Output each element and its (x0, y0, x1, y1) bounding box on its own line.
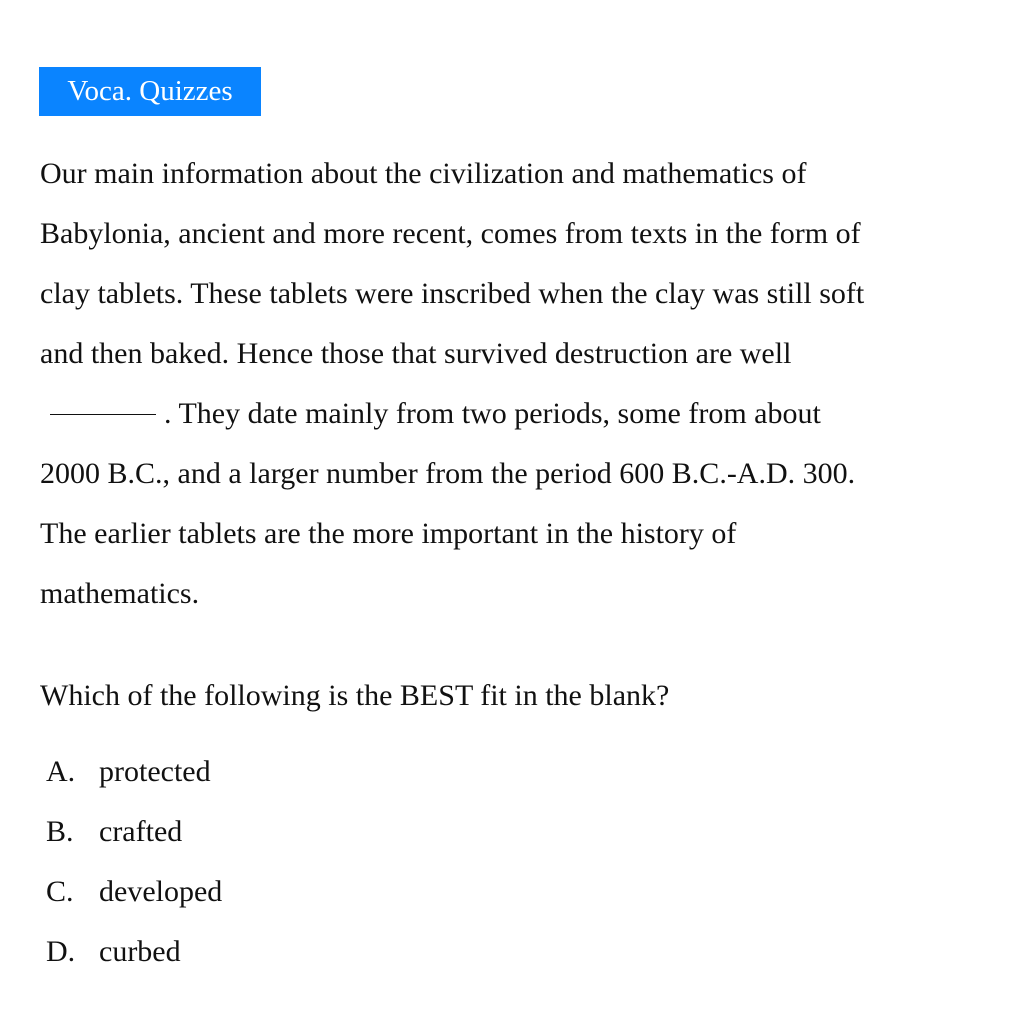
answer-options (46, 742, 222, 982)
question-prompt: Which of the following is the BEST fit in the blank? (40, 679, 670, 712)
option-text: curbed (99, 935, 181, 968)
passage-line: mathematics. (40, 577, 200, 610)
passage-line: Babylonia, ancient and more recent, comes from texts in the form of (40, 217, 861, 250)
option-letter: C. (46, 875, 74, 908)
passage-line: and then baked. Hence those that survived destruction are well (40, 337, 792, 370)
option-letter: B. (46, 815, 74, 848)
option-c[interactable] (46, 862, 222, 922)
option-letter: A. (46, 755, 76, 788)
passage-line: The earlier tablets are the more important in the history of (40, 517, 737, 550)
reading-passage (40, 144, 1015, 624)
option-text: developed (99, 875, 223, 908)
answer-blank (50, 414, 156, 415)
passage-line-text: . They date mainly from two periods, some from about (164, 397, 821, 430)
option-a[interactable] (46, 742, 222, 802)
option-d[interactable] (46, 922, 222, 982)
passage-line-with-blank (40, 384, 1015, 444)
passage-line: 2000 B.C., and a larger number from the period 600 B.C.-A.D. 300. (40, 457, 856, 490)
quiz-category-badge: Voca. Quizzes (39, 67, 261, 116)
option-letter: D. (46, 935, 76, 968)
option-b[interactable] (46, 802, 222, 862)
passage-line: clay tablets. These tablets were inscribed when the clay was still soft (40, 277, 865, 310)
passage-line: Our main information about the civilization and mathematics of (40, 157, 807, 190)
option-text: crafted (99, 815, 183, 848)
option-text: protected (99, 755, 211, 788)
